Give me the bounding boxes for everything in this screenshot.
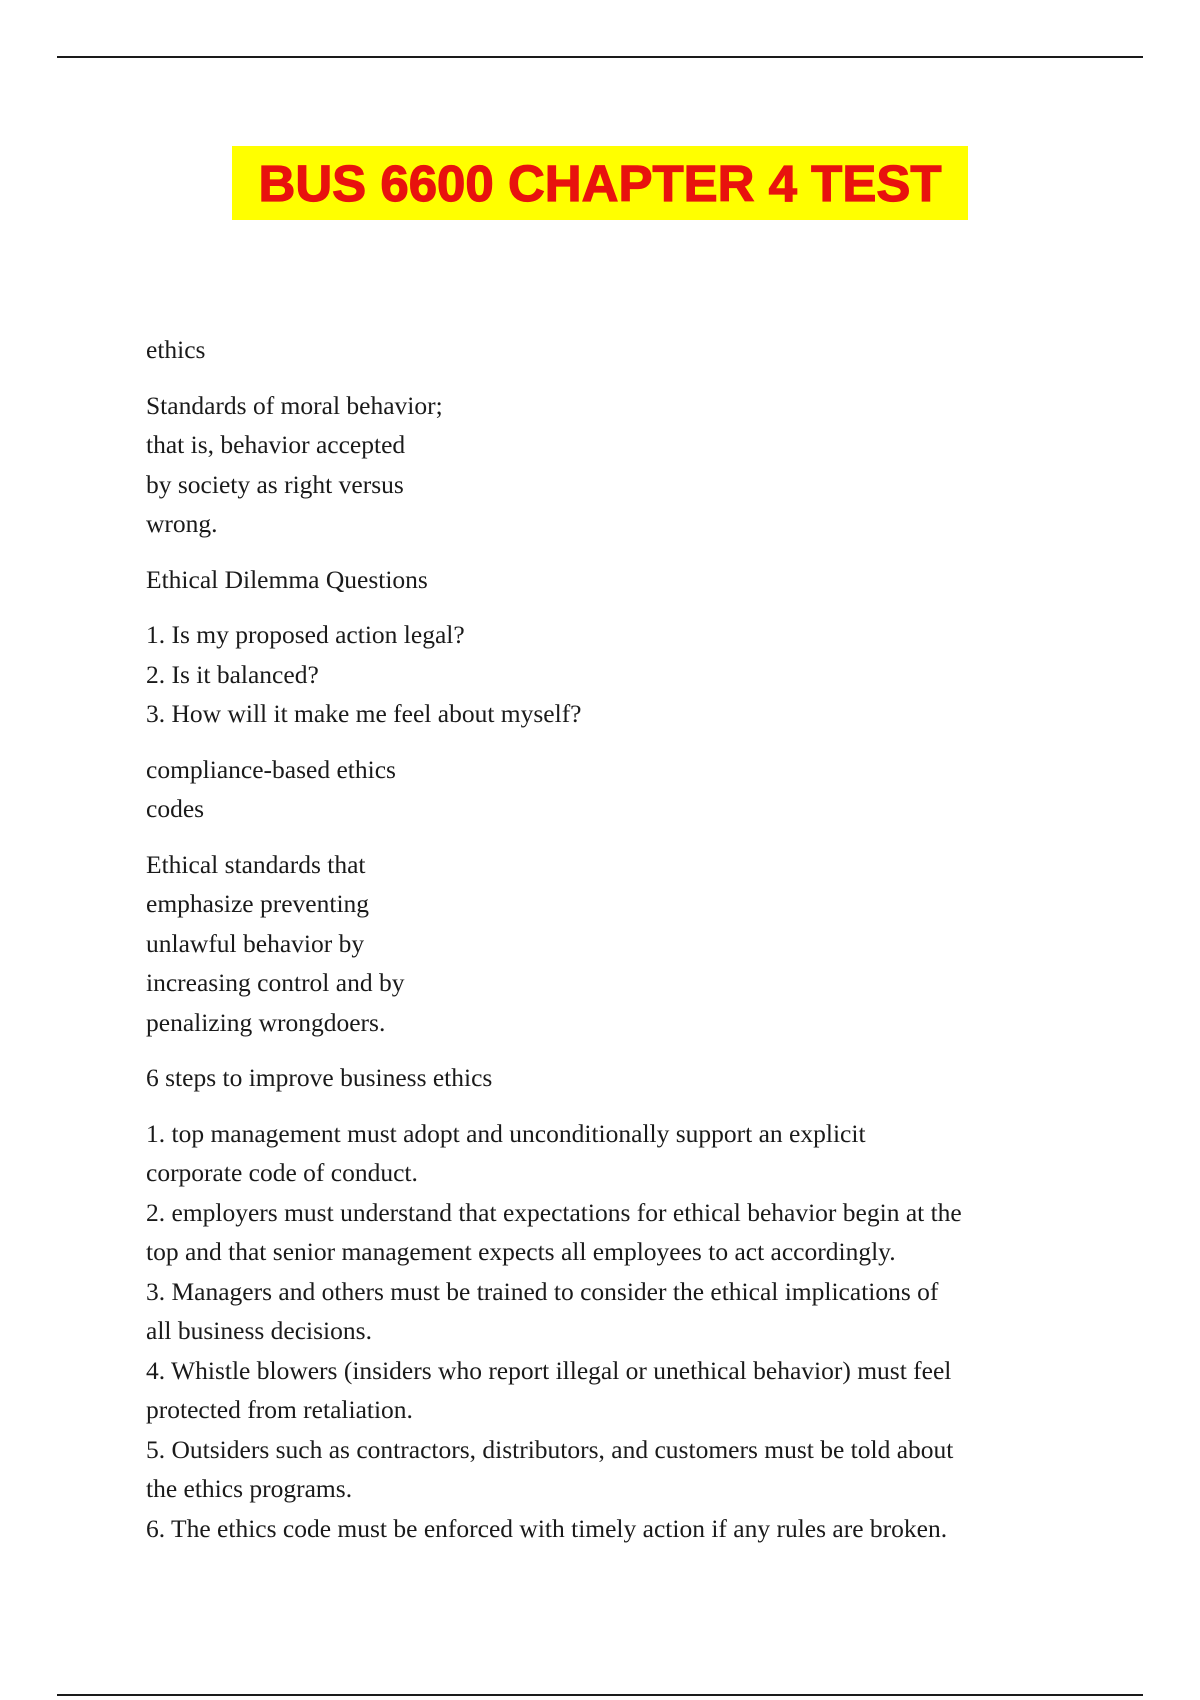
definition-line: emphasize preventing [146, 889, 370, 918]
term-block [146, 330, 1066, 370]
definition-line: 5. Outsiders such as contractors, distributors, and customers must be told about [146, 1434, 954, 1464]
title-highlight [232, 146, 968, 220]
definition-line: top and that senior management expects all employees to act accordingly. [146, 1237, 896, 1266]
definition-line: wrong. [146, 509, 218, 538]
definition-line: penalizing wrongdoers. [146, 1007, 386, 1037]
term-block [146, 750, 1066, 829]
definition-line: by society as right versus [146, 469, 404, 499]
definition-line: unlawful behavior by [146, 928, 365, 958]
term-block [146, 1058, 1066, 1098]
term-line: codes [146, 794, 205, 823]
definition-line: 3. Managers and others must be trained to consider the ethical implications of [146, 1276, 939, 1306]
definition-line: 2. employers must understand that expectations for ethical behavior begin at the [146, 1197, 962, 1227]
document-body [146, 330, 1066, 1564]
definition-line: that is, behavior accepted [146, 430, 406, 459]
definition-line: increasing control and by [146, 968, 405, 997]
definition-block [146, 845, 1066, 1043]
definition-line: 3. How will it make me feel about myself? [146, 699, 582, 728]
top-rule [57, 56, 1143, 58]
definition-line: all business decisions. [146, 1316, 372, 1345]
term-line: ethics [146, 335, 206, 364]
definition-block [146, 386, 1066, 544]
definition-block [146, 615, 1066, 734]
definition-line: 1. Is my proposed action legal? [146, 620, 465, 649]
definition-line: Ethical standards that [146, 849, 366, 879]
definition-line: corporate code of conduct. [146, 1158, 418, 1187]
term-line: Ethical Dilemma Questions [146, 564, 428, 594]
definition-block [146, 1114, 1066, 1549]
term-line: 6 steps to improve business ethics [146, 1063, 493, 1092]
definition-line: Standards of moral behavior; [146, 390, 443, 420]
document-title: BUS 6600 CHAPTER 4 TEST [258, 154, 942, 212]
term-block [146, 560, 1066, 600]
term-line: compliance-based ethics [146, 754, 396, 784]
definition-line: 1. top management must adopt and unconditionally support an explicit [146, 1118, 866, 1148]
definition-line: 4. Whistle blowers (insiders who report illegal or unethical behavior) must feel [146, 1355, 952, 1385]
definition-line: the ethics programs. [146, 1474, 353, 1503]
definition-line: 2. Is it balanced? [146, 659, 319, 689]
definition-line: 6. The ethics code must be enforced with timely action if any rules are broken. [146, 1513, 948, 1543]
bottom-rule [57, 1694, 1143, 1696]
definition-line: protected from retaliation. [146, 1395, 413, 1424]
